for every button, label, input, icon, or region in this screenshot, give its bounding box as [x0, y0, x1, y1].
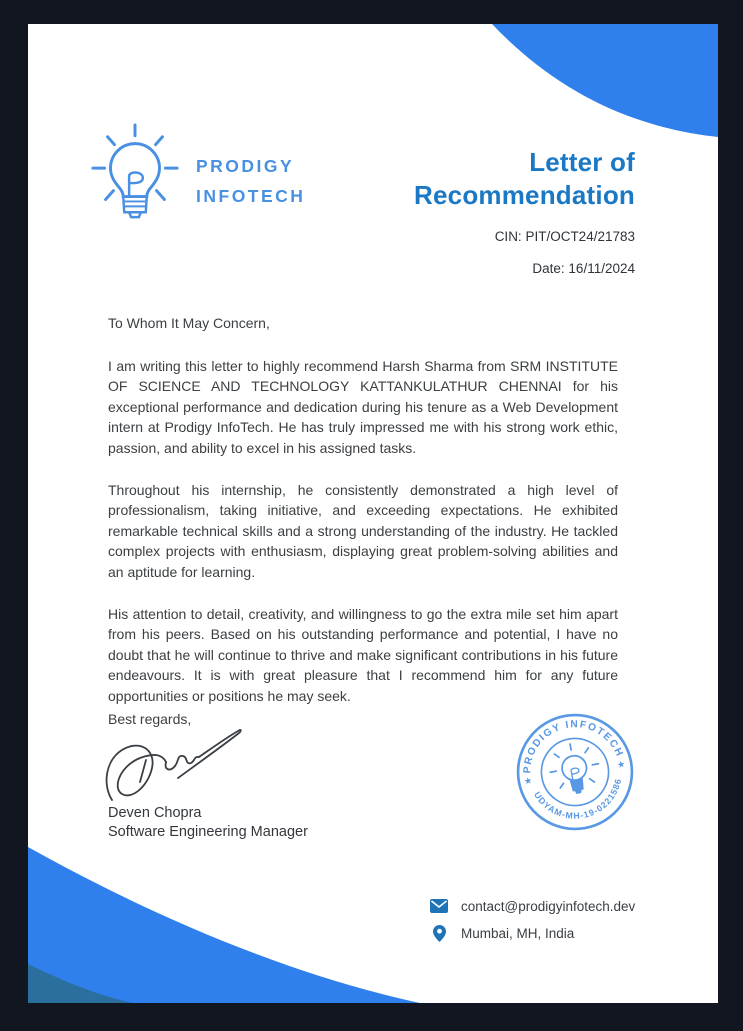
stamp-star-right: ★	[616, 758, 627, 771]
stamp-bottom-text: UDYAM-MH-19-0221586	[532, 777, 624, 821]
stamp-top-text: PRODIGY INFOTECH	[522, 719, 626, 774]
cin-number: CIN: PIT/OCT24/21783	[494, 229, 635, 244]
salutation: To Whom It May Concern,	[108, 315, 270, 331]
stamp-lightbulb-icon	[546, 740, 603, 798]
paragraph-2: Throughout his internship, he consistently demonstrated a high level of professionalism, taking initiative, and exceeding expectations. He exhibited remarkable technical skills and a strong understanding of the industry. He tackled complex projects with enthusiasm, displaying great problem-solving abilities and an aptitude for learning.	[108, 481, 618, 580]
lightbulb-logo-icon	[86, 122, 184, 226]
company-stamp-seal	[504, 701, 645, 842]
closing-line: Best regards,	[108, 711, 192, 727]
footer-contacts	[430, 897, 635, 951]
signatory-role: Software Engineering Manager	[108, 824, 308, 840]
page-title: Letter of Recommendation	[414, 147, 635, 210]
signatory-name: Deven Chopra	[108, 805, 202, 821]
paragraph-1: I am writing this letter to highly recommend Harsh Sharma from SRM INSTITUTE OF SCIENCE AND TECHNOLOGY KATTANKULATHUR CHENNAI for his exceptional performance and dedication during his tenure as a Web Development intern at Prodigy InfoTech. He has truly impressed me with his strong work ethic, passion, and ability to excel in his assigned tasks.	[108, 357, 618, 456]
brand-line1: PRODIGY	[196, 156, 295, 176]
bottom-left-corner-swoosh	[28, 838, 448, 1003]
location-pin-icon	[430, 924, 448, 942]
paragraph-3: His attention to detail, creativity, and willingness to go the extra mile set him apart from his peers. Based on his outstanding performance and potential, I have no doubt that he will continue to thrive and make significant contributions in his future endeavours. It is with great pleasure that I recommend him for any future opportunities or positions he may seek.	[108, 605, 618, 704]
footer-email-row	[430, 897, 635, 915]
brand-wordmark	[196, 151, 305, 211]
handwritten-signature	[100, 722, 250, 810]
letter-date: Date: 16/11/2024	[532, 261, 635, 276]
footer-email: contact@prodigyinfotech.dev	[461, 898, 636, 914]
header-right	[414, 146, 635, 276]
brand-line2: INFOTECH	[196, 186, 306, 206]
stamp-star-left: ★	[523, 775, 533, 787]
envelope-icon	[430, 897, 448, 915]
letter-page	[28, 24, 718, 1003]
footer-location: Mumbai, MH, India	[461, 925, 575, 941]
letter-body	[108, 313, 618, 728]
footer-location-row	[430, 924, 635, 942]
